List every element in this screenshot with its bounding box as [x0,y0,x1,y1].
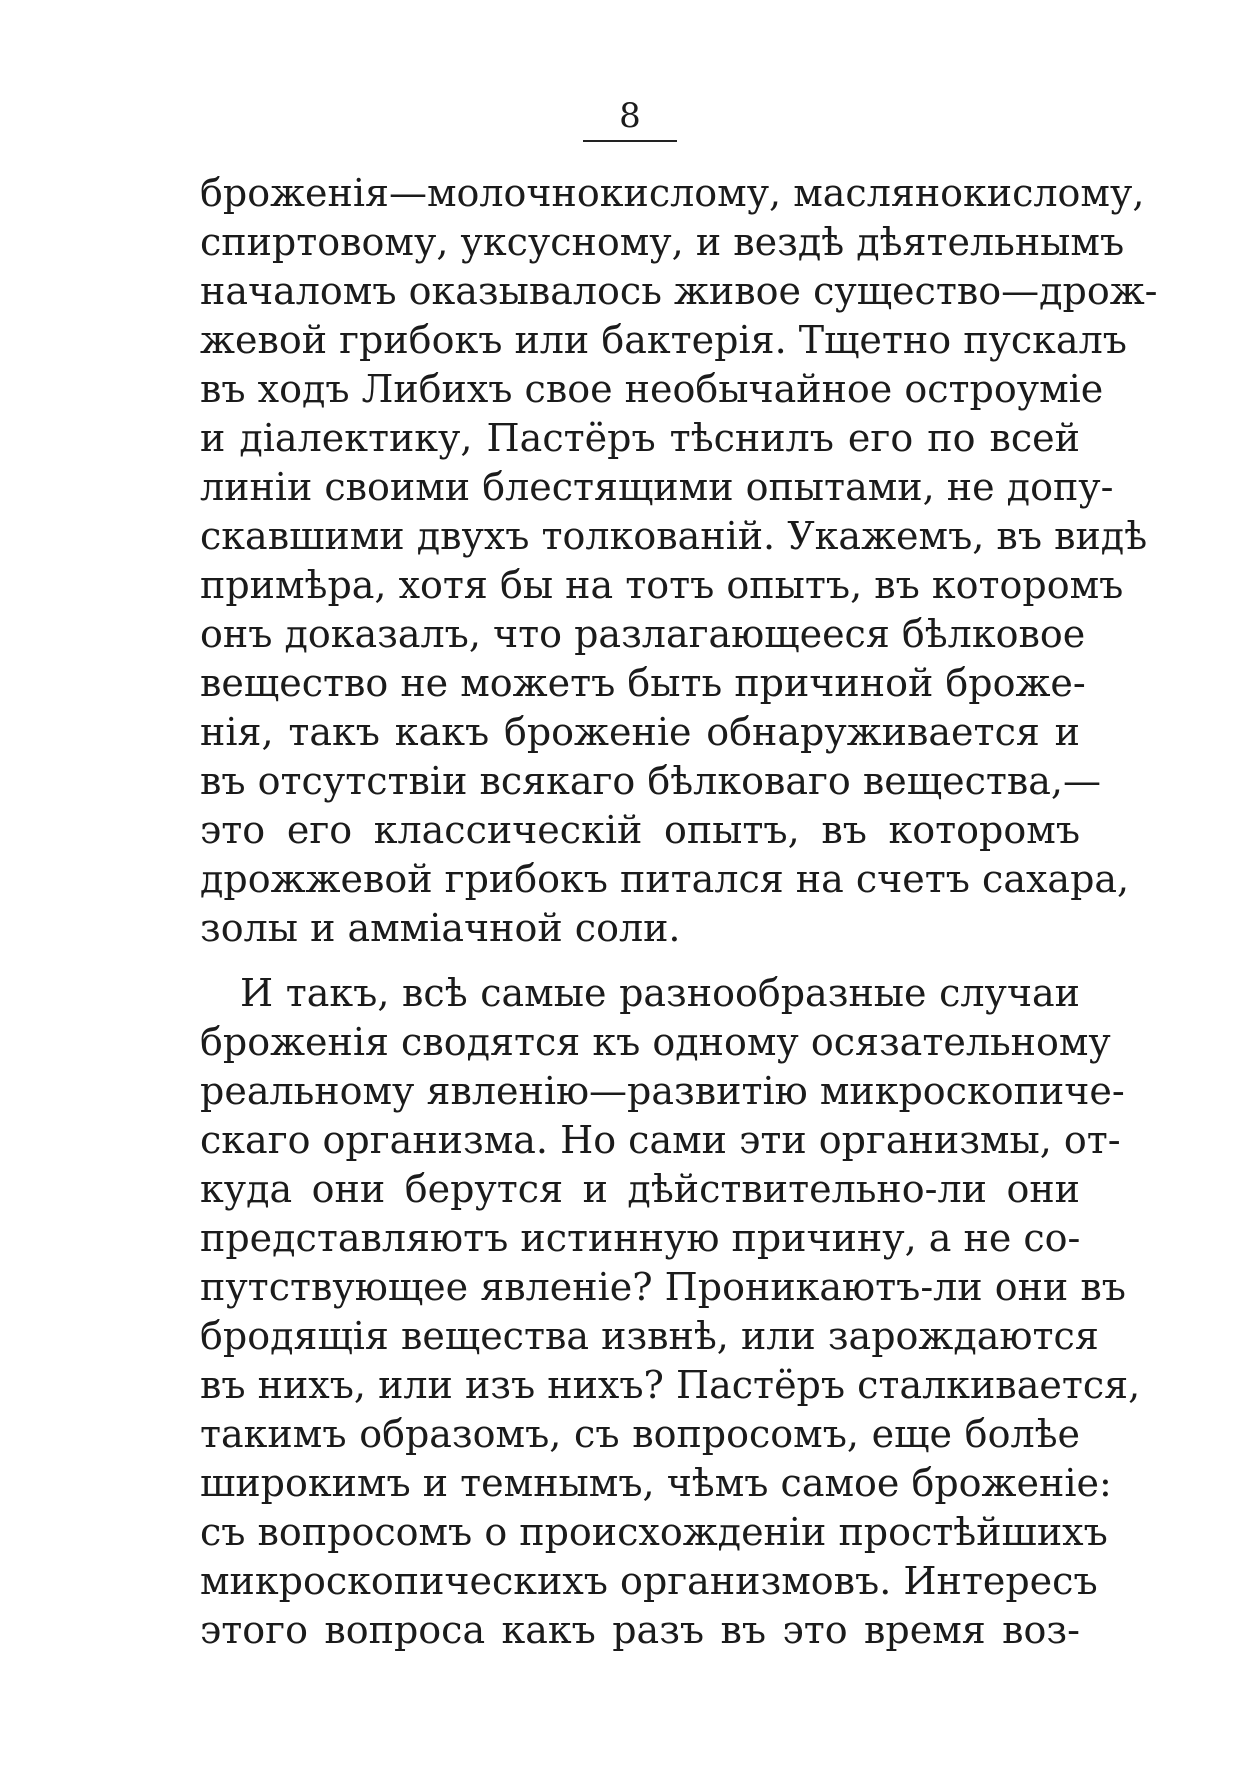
text-line: и діалектику, Пастёръ тѣснилъ его по всей [200,416,1080,460]
text-line: куда они берутся и дѣйствительно-ли они [200,1167,1080,1211]
text-line: броженія—молочнокислому, маслянокислому, [200,171,1145,215]
text-line: дрожжевой грибокъ питался на счетъ сахара, [200,857,1130,901]
text-line: спиртовому, уксусному, и вездѣ дѣятельнымъ [200,220,1125,264]
page-number: 8 [619,96,641,136]
text-line: съ вопросомъ о происхожденіи простѣйшихъ [200,1510,1108,1554]
text-line: микроскопическихъ организмовъ. Интересъ [200,1559,1098,1603]
text-line: линіи своими блестящими опытами, не допу- [200,465,1114,509]
text-line: скавшими двухъ толкованій. Укажемъ, въ видѣ [200,514,1148,558]
text-line: въ ходъ Либихъ свое необычайное остроуміе [200,367,1104,411]
text-line: путствующее явленіе? Проникаютъ-ли они въ [200,1265,1126,1309]
text-line: широкимъ и темнымъ, чѣмъ самое броженіе: [200,1461,1112,1505]
text-line: золы и аммiачной соли. [200,906,681,950]
text-line: въ отсутствіи всякаго бѣлковаго вещества,— [200,759,1101,803]
text-line: это его классическій опытъ, въ которомъ [200,808,1080,852]
text-line: онъ доказалъ, что разлагающееся бѣлковое [200,612,1086,656]
text-line: примѣра, хотя бы на тотъ опытъ, въ которомъ [200,563,1124,607]
paragraph-start-line: И такъ, всѣ самые разнообразные случаи [240,971,1080,1015]
text-line: нія, такъ какъ броженіе обнаруживается и [200,710,1080,754]
page-number-underline [583,140,677,142]
text-line: такимъ образомъ, съ вопросомъ, еще болѣе [200,1412,1080,1456]
text-line: бродящія вещества извнѣ, или зарождаются [200,1314,1099,1358]
text-line: скаго организма. Но сами эти организмы, от- [200,1118,1121,1162]
text-line: вещество не можетъ быть причиной броже- [200,661,1086,705]
text-line: жевой грибокъ или бактерія. Тщетно пускалъ [200,318,1127,362]
text-line: реальному явленію—развитію микроскопиче- [200,1069,1125,1113]
text-line: началомъ оказывалось живое существо—дрож- [200,269,1158,313]
text-line: броженія сводятся къ одному осязательному [200,1020,1111,1064]
text-line: въ нихъ, или изъ нихъ? Пастёръ сталкивается, [200,1363,1141,1407]
text-line: представляютъ истинную причину, а не со- [200,1216,1081,1260]
text-line: этого вопроса какъ разъ въ это время воз- [200,1608,1080,1652]
